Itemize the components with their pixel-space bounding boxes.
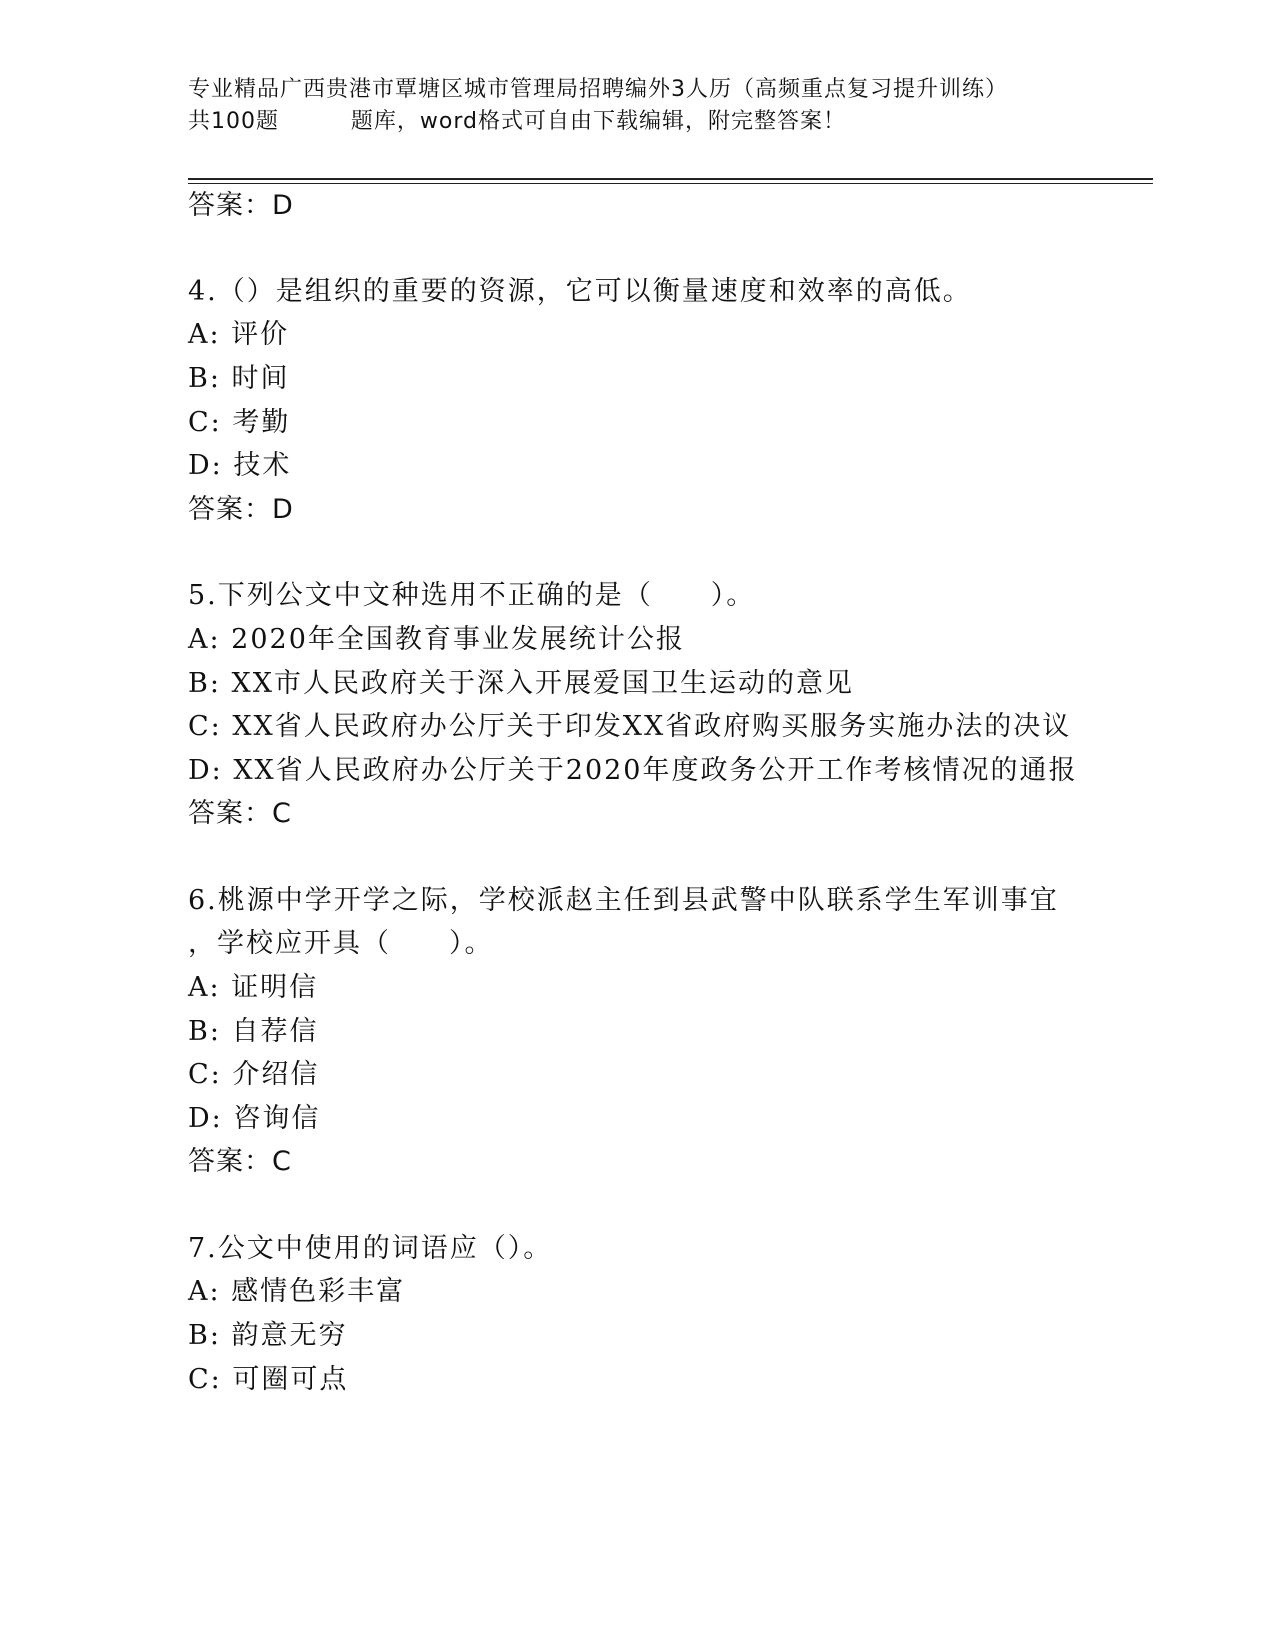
question-5-stem: 5.下列公文中文种选用不正确的是（ ）。 bbox=[188, 580, 756, 611]
question-6-option-b: B: 自荐信 bbox=[188, 1016, 319, 1047]
document-header bbox=[188, 74, 1088, 138]
question-4-option-a: A: 评价 bbox=[188, 319, 290, 350]
header-rule-thick bbox=[188, 178, 1153, 180]
question-4-stem: 4.（）是组织的重要的资源，它可以衡量速度和效率的高低。 bbox=[188, 276, 972, 307]
answer-3: 答案：D bbox=[188, 190, 294, 221]
header-title-line1: 专业精品广西贵港市覃塘区城市管理局招聘编外3人历（高频重点复习提升训练） bbox=[188, 77, 1008, 102]
question-7-stem: 7.公文中使用的词语应（）。 bbox=[188, 1233, 553, 1264]
question-5-option-d: D: XX省人民政府办公厅关于2020年度政务公开工作考核情况的通报 bbox=[188, 755, 1078, 786]
header-title-line2: 共100题 题库，word格式可自由下载编辑，附完整答案！ bbox=[188, 109, 847, 134]
question-5-option-c: C: XX省人民政府办公厅关于印发XX省政府购买服务实施办法的决议 bbox=[188, 711, 1072, 742]
question-4-option-d: D: 技术 bbox=[188, 450, 292, 481]
question-5-option-b: B: XX市人民政府关于深入开展爱国卫生运动的意见 bbox=[188, 668, 854, 699]
question-6-option-c: C: 介绍信 bbox=[188, 1059, 320, 1090]
question-4-option-b: B: 时间 bbox=[188, 363, 290, 394]
answer-5: 答案：C bbox=[188, 798, 292, 829]
question-7-option-c: C: 可圈可点 bbox=[188, 1364, 349, 1395]
question-7-option-a: A: 感情色彩丰富 bbox=[188, 1276, 406, 1307]
header-rule-thin bbox=[188, 183, 1153, 184]
question-6-stem: 6.桃源中学开学之际，学校派赵主任到县武警中队联系学生军训事宜 bbox=[188, 885, 1059, 916]
question-6-option-a: A: 证明信 bbox=[188, 972, 319, 1003]
question-7-option-b: B: 韵意无穷 bbox=[188, 1320, 348, 1351]
question-4-option-c: C: 考勤 bbox=[188, 407, 291, 438]
answer-6: 答案：C bbox=[188, 1146, 292, 1177]
question-6-stem-cont: ，学校应开具（ ）。 bbox=[188, 928, 494, 959]
question-5-option-a: A: 2020年全国教育事业发展统计公报 bbox=[188, 624, 685, 655]
question-6-option-d: D: 咨询信 bbox=[188, 1103, 321, 1134]
answer-4: 答案：D bbox=[188, 494, 294, 525]
